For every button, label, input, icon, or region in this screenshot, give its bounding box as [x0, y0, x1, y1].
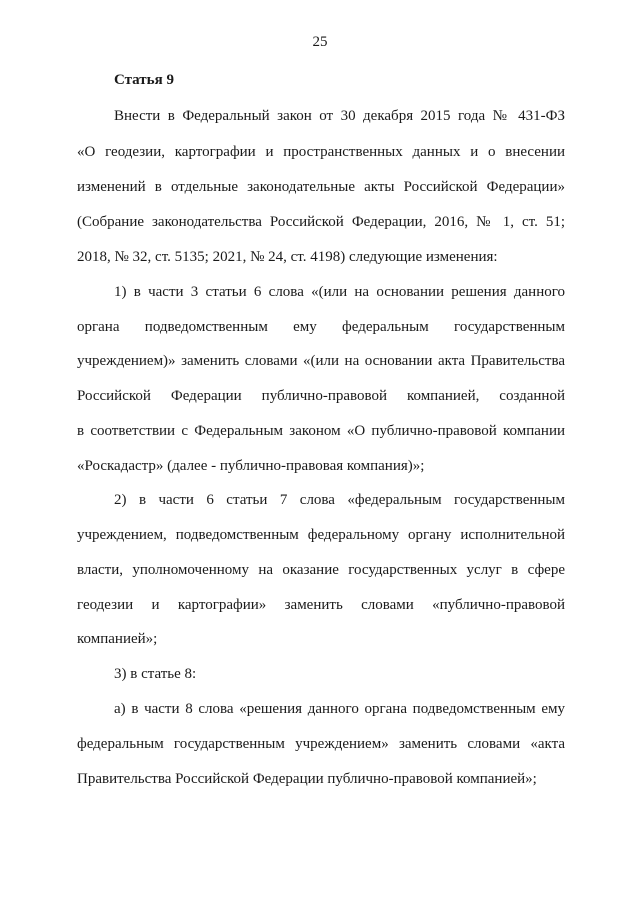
- text-line: власти, уполномоченному на оказание государственных услуг в сфере: [77, 562, 565, 578]
- text-line: геодезии и картографии» заменить словами «публично-правовой: [77, 597, 565, 613]
- text-line: 2018, № 32, ст. 5135; 2021, № 24, ст. 4198) следующие изменения:: [77, 249, 498, 265]
- text-line: 2) в части 6 статьи 7 слова «федеральным государственным: [114, 492, 565, 508]
- text-line: учреждением)» заменить словами «(или на основании акта Правительства: [77, 353, 565, 369]
- text-line: 1) в части 3 статьи 6 слова «(или на основании решения данного: [114, 284, 565, 300]
- text-line: а) в части 8 слова «решения данного органа подведомственным ему: [114, 701, 565, 717]
- text-line: 3) в статье 8:: [114, 666, 197, 682]
- text-line: компанией»;: [77, 631, 158, 647]
- text-line: изменений в отдельные законодательные акты Российской Федерации»: [77, 179, 565, 195]
- text-line: федеральным государственным учреждением» заменить словами «акта: [77, 736, 565, 752]
- text-line: учреждением, подведомственным федеральному органу исполнительной: [77, 527, 565, 543]
- text-line: органа подведомственным ему федеральным государственным: [77, 319, 565, 335]
- text-line: в соответствии с Федеральным законом «О публично-правовой компании: [77, 423, 565, 439]
- text-line: Российской Федерации публично-правовой компанией, созданной: [77, 388, 565, 404]
- text-line: Правительства Российской Федерации публично-правовой компанией»;: [77, 771, 537, 787]
- text-line: Внести в Федеральный закон от 30 декабря 2015 года № 431-ФЗ: [114, 108, 565, 124]
- text-line: «О геодезии, картографии и пространственных данных и о внесении: [77, 144, 565, 160]
- article-heading: Статья 9: [114, 72, 174, 88]
- page-number: 25: [312, 34, 328, 50]
- text-line: «Роскадастр» (далее - публично-правовая компания)»;: [77, 458, 425, 474]
- text-line: (Собрание законодательства Российской Федерации, 2016, № 1, ст. 51;: [77, 214, 565, 230]
